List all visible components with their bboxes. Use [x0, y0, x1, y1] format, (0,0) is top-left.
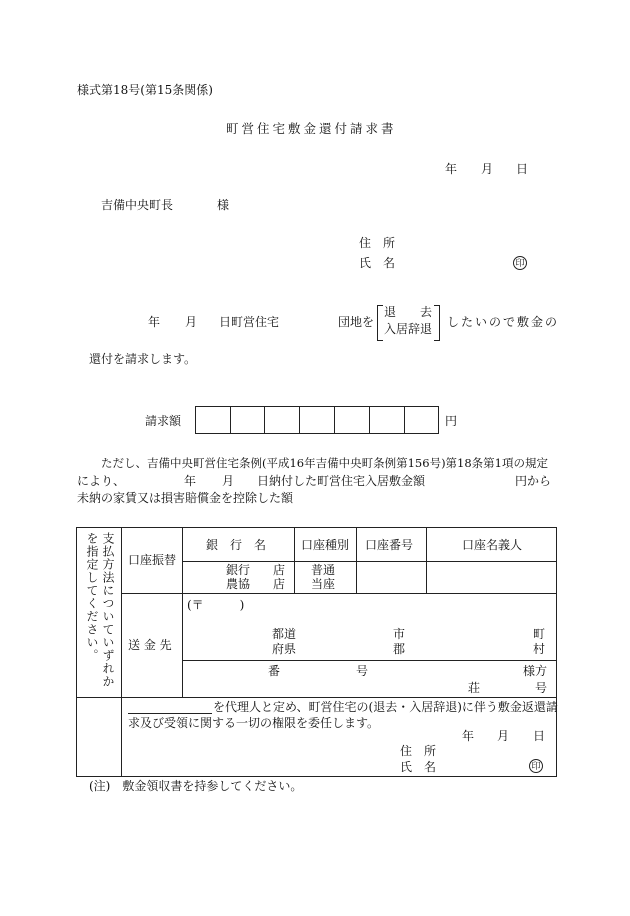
delegate-name-label: 氏 名	[400, 760, 437, 774]
note-line2-year: 年	[184, 474, 197, 488]
delegate-line1: を代理人と定め、町営住宅の(退去・入居辞退)に伴う敷金返還請	[213, 700, 558, 714]
body-danchi: 団地を	[338, 315, 375, 329]
account-type-2: 当座	[311, 577, 336, 591]
note-line2-b: 日納付した町営住宅入居敷金額	[257, 474, 426, 488]
amount-divider	[299, 406, 300, 434]
table-line	[121, 527, 122, 777]
note-line1: ただし、吉備中央町営住宅条例(平成16年吉備中央町条例第156号)第18条第1項の規定	[101, 456, 549, 470]
honorific: 様	[217, 198, 230, 212]
note-line2-month: 月	[222, 474, 235, 488]
body-month: 月	[185, 315, 198, 329]
bank-type-1: 銀行	[226, 563, 251, 577]
body-tail: したいので敷金の	[447, 315, 560, 329]
table-line	[182, 527, 183, 697]
table-line	[356, 527, 357, 593]
option-jitai: 入居辞退	[384, 322, 433, 336]
bank-type-2: 農協	[226, 577, 251, 591]
delegate-day: 日	[533, 729, 546, 743]
table-line	[426, 527, 427, 593]
table-line	[121, 593, 557, 594]
document-title: 町営住宅敷金還付請求書	[226, 121, 397, 136]
amount-divider	[230, 406, 231, 434]
header-holder: 口座名義人	[462, 538, 523, 552]
body-day-estate: 日町営住宅	[219, 315, 280, 329]
bracket-left	[377, 305, 383, 341]
payment-method-label: 支払方法についていずれかを指定してください。	[85, 532, 115, 688]
delegate-year: 年	[462, 729, 475, 743]
amount-unit: 円	[445, 414, 458, 428]
pref-2: 府県	[272, 642, 297, 656]
amount-divider	[369, 406, 370, 434]
footer-note: (注) 敷金領収書を持参してください。	[89, 779, 303, 793]
addressee: 吉備中央町長	[101, 198, 174, 212]
note-line3: 未納の家賃又は損害賠償金を控除した額	[77, 491, 294, 505]
city-2: 郡	[393, 642, 406, 656]
header-type: 口座種別	[301, 538, 350, 552]
body-year: 年	[148, 315, 161, 329]
note-line2-a: により、	[77, 474, 126, 488]
delegate-seal-mark: 印	[529, 759, 543, 773]
header-number: 口座番号	[365, 538, 414, 552]
date-year: 年	[445, 162, 458, 176]
banchi: 番	[268, 664, 281, 678]
so: 荘	[468, 681, 481, 695]
table-line	[182, 561, 557, 562]
header-bank: 銀 行 名	[206, 538, 267, 552]
town-1: 町	[533, 627, 546, 641]
date-month: 月	[481, 162, 494, 176]
table-line	[294, 527, 295, 593]
send-label: 送 金 先	[128, 638, 172, 652]
bracket-right	[434, 305, 440, 341]
account-type-1: 普通	[311, 563, 336, 577]
applicant-address-label: 住 所	[359, 236, 396, 250]
applicant-name-label: 氏 名	[359, 256, 396, 270]
pref-1: 都道	[272, 627, 297, 641]
date-day: 日	[516, 162, 529, 176]
note-line2-c: 円から	[515, 474, 552, 488]
postal-code: (〒 )	[187, 598, 245, 612]
branch-1: 店	[273, 563, 286, 577]
delegate-month: 月	[497, 729, 510, 743]
seal-mark: 印	[513, 256, 527, 270]
city-1: 市	[393, 627, 406, 641]
delegate-line2: 求及び受領に関する一切の権限を委任します。	[128, 716, 380, 730]
amount-boxes[interactable]	[195, 406, 439, 434]
amount-divider	[264, 406, 265, 434]
sama-kata: 様方	[523, 664, 548, 678]
amount-divider	[334, 406, 335, 434]
delegate-address-label: 住 所	[400, 744, 437, 758]
town-2: 村	[533, 642, 546, 656]
table-line	[182, 660, 557, 661]
body-line2: 還付を請求します。	[89, 352, 197, 366]
table-line	[76, 697, 557, 698]
branch-2: 店	[273, 577, 286, 591]
amount-divider	[404, 406, 405, 434]
go-2: 号	[535, 681, 548, 695]
delegate-name-blank[interactable]	[128, 713, 212, 714]
transfer-label: 口座振替	[128, 553, 177, 567]
amount-label: 請求額	[145, 414, 182, 428]
go: 号	[356, 664, 369, 678]
form-number: 様式第18号(第15条関係)	[77, 83, 213, 97]
option-taikyo: 退 去	[384, 305, 433, 319]
